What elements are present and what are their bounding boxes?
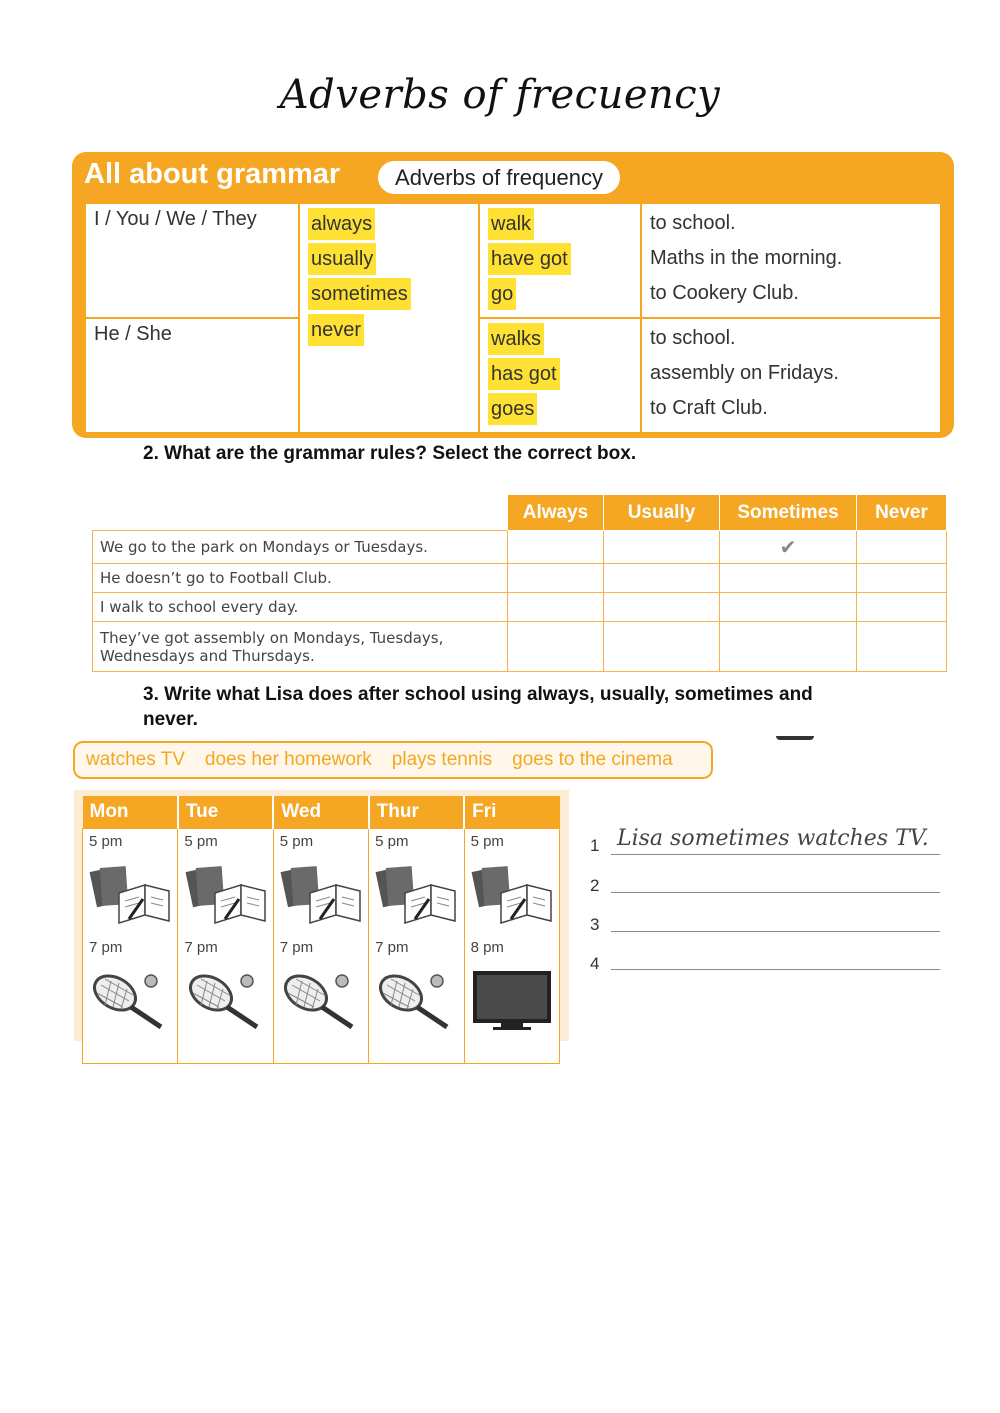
answer-box[interactable] [508, 531, 604, 564]
answer-line-3[interactable] [611, 905, 940, 932]
col-usually: Usually [604, 495, 720, 531]
answer-box[interactable] [604, 593, 720, 622]
adverb-usually: usually [308, 243, 376, 275]
col-never: Never [857, 495, 947, 531]
task3-heading-line1: 3. Write what Lisa does after school using always, usually, sometimes and [143, 684, 813, 705]
task3-heading-line2: never. [143, 709, 198, 730]
sentence: We go to the park on Mondays or Tuesdays. [93, 531, 508, 564]
answer-box[interactable] [720, 593, 857, 622]
answer-box[interactable] [508, 622, 604, 672]
sentence: I walk to school every day. [93, 593, 508, 622]
answer-box[interactable] [604, 564, 720, 593]
answer-number: 2 [590, 876, 600, 895]
answer-box[interactable] [857, 564, 947, 593]
answer-box[interactable] [604, 531, 720, 564]
time-label: 7 pm [375, 939, 409, 956]
schedule-day-cell [273, 829, 368, 1064]
ending: to school. [650, 212, 736, 234]
col-sometimes: Sometimes [720, 495, 857, 531]
answer-box[interactable] [857, 622, 947, 672]
answer-box[interactable] [508, 564, 604, 593]
word-bank-item: goes to the cinema [512, 749, 673, 770]
answer-box-checked[interactable]: ✔ [720, 531, 857, 564]
grammar-table [84, 202, 942, 434]
ending: to Craft Club. [650, 397, 768, 419]
ending: to Cookery Club. [650, 282, 799, 304]
verb: walks [488, 323, 544, 355]
verbs-singular [479, 318, 641, 433]
tennis-racket-icon [184, 955, 266, 1045]
endings-plural [641, 203, 941, 318]
time-label: 5 pm [184, 833, 218, 850]
day-thur: Thur [369, 796, 464, 829]
day-wed: Wed [273, 796, 368, 829]
time-label: 5 pm [470, 833, 504, 850]
answer-number: 3 [590, 915, 600, 934]
answer-box[interactable] [720, 622, 857, 672]
time-label: 5 pm [375, 833, 409, 850]
answer-text: Lisa sometimes watches TV. [617, 826, 929, 851]
time-label: 7 pm [184, 939, 218, 956]
adverb-never: never [308, 314, 364, 346]
word-bank-item: watches TV [86, 749, 185, 770]
answer-box[interactable] [604, 622, 720, 672]
subject-singular: He / She [85, 318, 299, 433]
sentence: He doesn’t go to Football Club. [93, 564, 508, 593]
schedule-day-cell [464, 829, 559, 1064]
verb: go [488, 278, 516, 310]
books-icon [471, 849, 553, 939]
subject-plural: I / You / We / They [85, 203, 299, 318]
answer-box[interactable] [857, 531, 947, 564]
ending: assembly on Fridays. [650, 362, 839, 384]
answer-box[interactable] [857, 593, 947, 622]
frequency-table [92, 494, 947, 672]
page-title: Adverbs of frecuency [279, 72, 721, 118]
adverb-sometimes: sometimes [308, 278, 411, 310]
answer-box[interactable] [720, 564, 857, 593]
day-mon: Mon [83, 796, 178, 829]
time-label: 5 pm [279, 833, 314, 850]
schedule-day-cell [178, 829, 273, 1064]
task2-heading: 2. What are the grammar rules? Select the correct box. [143, 443, 637, 464]
tennis-racket-icon [89, 955, 171, 1045]
col-always: Always [508, 495, 604, 531]
verbs-plural [479, 203, 641, 318]
books-icon [184, 849, 266, 939]
time-label: 7 pm [89, 939, 123, 956]
word-bank [73, 741, 713, 779]
ending: to school. [650, 327, 736, 349]
answer-line-1[interactable] [611, 826, 940, 855]
word-bank-item: does her homework [204, 749, 372, 770]
decorative-mark [776, 736, 814, 740]
answer-number: 4 [590, 954, 600, 973]
books-icon [280, 849, 362, 939]
ending: Maths in the morning. [650, 247, 843, 269]
lisa-schedule [82, 796, 560, 1064]
answer-number: 1 [590, 836, 600, 855]
answer-box[interactable] [508, 593, 604, 622]
grammar-heading: All about grammar [84, 158, 341, 190]
sentence: They’ve got assembly on Mondays, Tuesdays, Wednesdays and Thursdays. [93, 622, 508, 672]
answer-area [590, 826, 940, 976]
verb: goes [488, 393, 537, 425]
time-label: 8 pm [470, 939, 504, 956]
tennis-racket-icon [375, 955, 457, 1045]
tennis-racket-icon [280, 955, 362, 1045]
grammar-topic-pill: Adverbs of frequency [378, 161, 620, 194]
tv-icon [471, 955, 553, 1045]
adverbs-cell [299, 203, 479, 433]
endings-singular [641, 318, 941, 433]
verb: walk [488, 208, 534, 240]
time-label: 7 pm [279, 939, 314, 956]
time-label: 5 pm [89, 833, 123, 850]
day-fri: Fri [464, 796, 559, 829]
verb: have got [488, 243, 571, 275]
day-tue: Tue [178, 796, 273, 829]
answer-line-4[interactable] [611, 943, 940, 970]
verb: has got [488, 358, 560, 390]
adverb-always: always [308, 208, 375, 240]
books-icon [89, 849, 171, 939]
word-bank-item: plays tennis [391, 749, 493, 770]
answer-line-2[interactable] [611, 866, 940, 893]
schedule-day-cell [83, 829, 178, 1064]
books-icon [375, 849, 457, 939]
schedule-day-cell [369, 829, 464, 1064]
